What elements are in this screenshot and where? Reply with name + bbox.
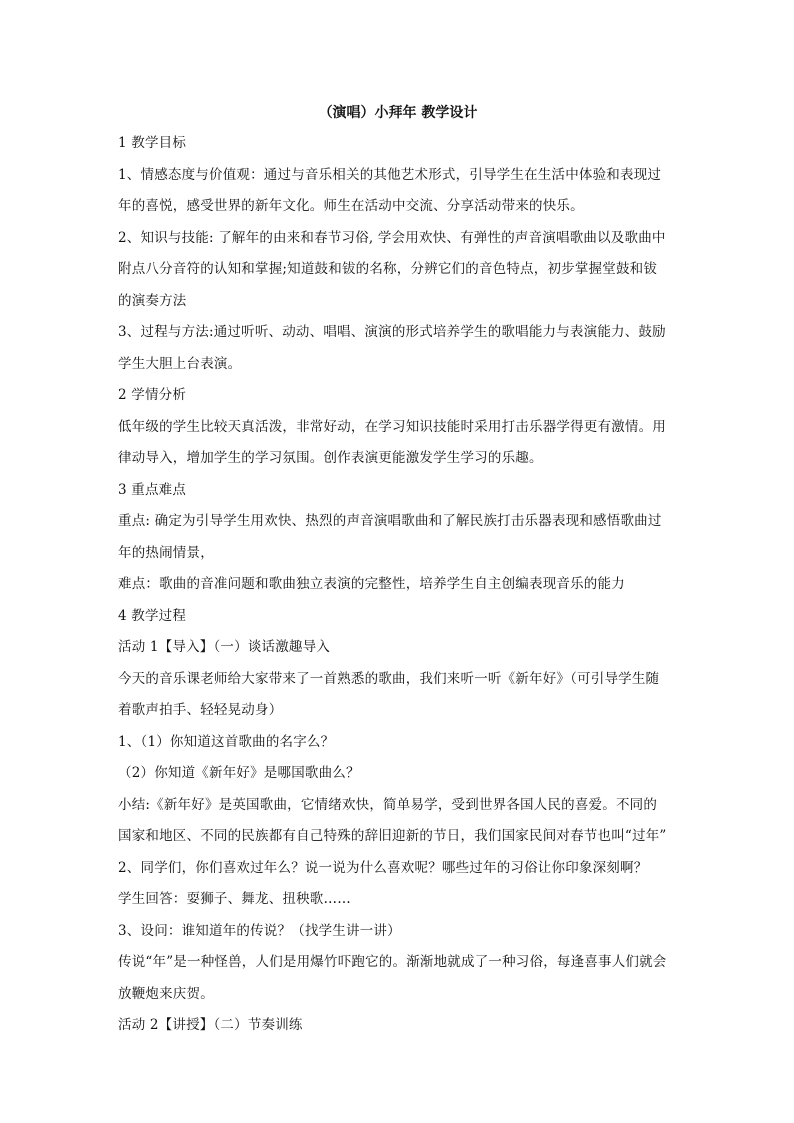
paragraph-line: 国家和地区、不同的民族都有自己特殊的辞旧迎新的节日，我们国家民间对春节也叫“过年” [118,828,667,844]
paragraph-line: 难点：歌曲的音准问题和歌曲独立表演的完整性，培养学生自主创编表现音乐的能力 [118,576,625,592]
heading-teaching-goals: 1 教学目标 [118,135,187,151]
paragraph-line: 低年级的学生比较天真活泼，非常好动，在学习知识技能时采用打击乐器学得更有激情。用 [118,418,666,435]
paragraph-line: （2）你知道《新年好》是哪国歌曲么？ [118,765,360,781]
paragraph-line: 律动导入，增加学生的学习氛围。创作表演更能激发学生学习的乐趣。 [118,450,543,466]
paragraph-line: 2、同学们，你们喜欢过年么？说一说为什么喜欢呢？哪些过年的习俗让你印象深刻啊？ [118,859,648,876]
paragraph-line: 放鞭炮来庆贺。 [118,985,214,1002]
paragraph-line: 3、设问：谁知道年的传说？（找学生讲一讲） [118,922,401,939]
heading-student-analysis: 2 学情分析 [118,387,187,403]
paragraph-line: 学生回答：耍狮子、舞龙、扭秧歌…… [118,891,351,907]
paragraph-line: 着歌声拍手、轻轻晃动身） [118,702,283,718]
paragraph-line: 重点: 确定为引导学生用欢快、热烈的声音演唱歌曲和了解民族打击乐器表现和感悟歌曲过 [118,513,662,529]
heading-key-points: 3 重点难点 [118,481,187,498]
activity-heading: 活动 2【讲授】（二）节奏训练 [118,1017,303,1033]
document-page [118,103,678,1047]
paragraph-line: 2、知识与技能: 了解年的由来和春节习俗, 学会用欢快、有弹性的声音演唱歌曲以及歌曲中 [118,229,666,246]
paragraph-line: 附点八分音符的认知和掌握;知道鼓和钹的名称，分辨它们的音色特点，初步掌握堂鼓和钹 [118,261,658,277]
paragraph-line: 年的热闹情景， [118,544,214,561]
paragraph-line: 小结:《新年好》是英国歌曲，它情绪欢快，简单易学，受到世界各国人民的喜爱。不同的 [118,796,658,813]
heading-teaching-process: 4 教学过程 [118,607,187,624]
paragraph-line: 1、情感态度与价值观：通过与音乐相关的其他艺术形式，引导学生在生活中体验和表现过 [118,166,662,183]
paragraph-line: 的演奏方法 [118,292,187,309]
paragraph-line: 今天的音乐课老师给大家带来了一首熟悉的歌曲，我们来听一听《新年好》（可引导学生随 [118,670,660,687]
paragraph-line: 学生大胆上台表演。 [118,355,242,372]
paragraph-line: 1、（1）你知道这首歌曲的名字么？ [118,733,335,750]
document-body [118,133,678,1035]
document-title: （演唱）小拜年 教学设计 [318,105,478,121]
paragraph-line: 年的喜悦，感受世界的新年文化。师生在活动中交流、分享活动带来的快乐。 [118,198,584,214]
activity-heading: 活动 1【导入】（一）谈话激趣导入 [118,639,331,655]
paragraph-line: 传说“年”是一种怪兽，人们是用爆竹吓跑它的。渐渐地就成了一种习俗，每逢喜事人们就会 [118,954,667,970]
paragraph-line: 3、过程与方法:通过听听、动动、唱唱、演演的形式培养学生的歌唱能力与表演能力、鼓励 [118,324,666,340]
